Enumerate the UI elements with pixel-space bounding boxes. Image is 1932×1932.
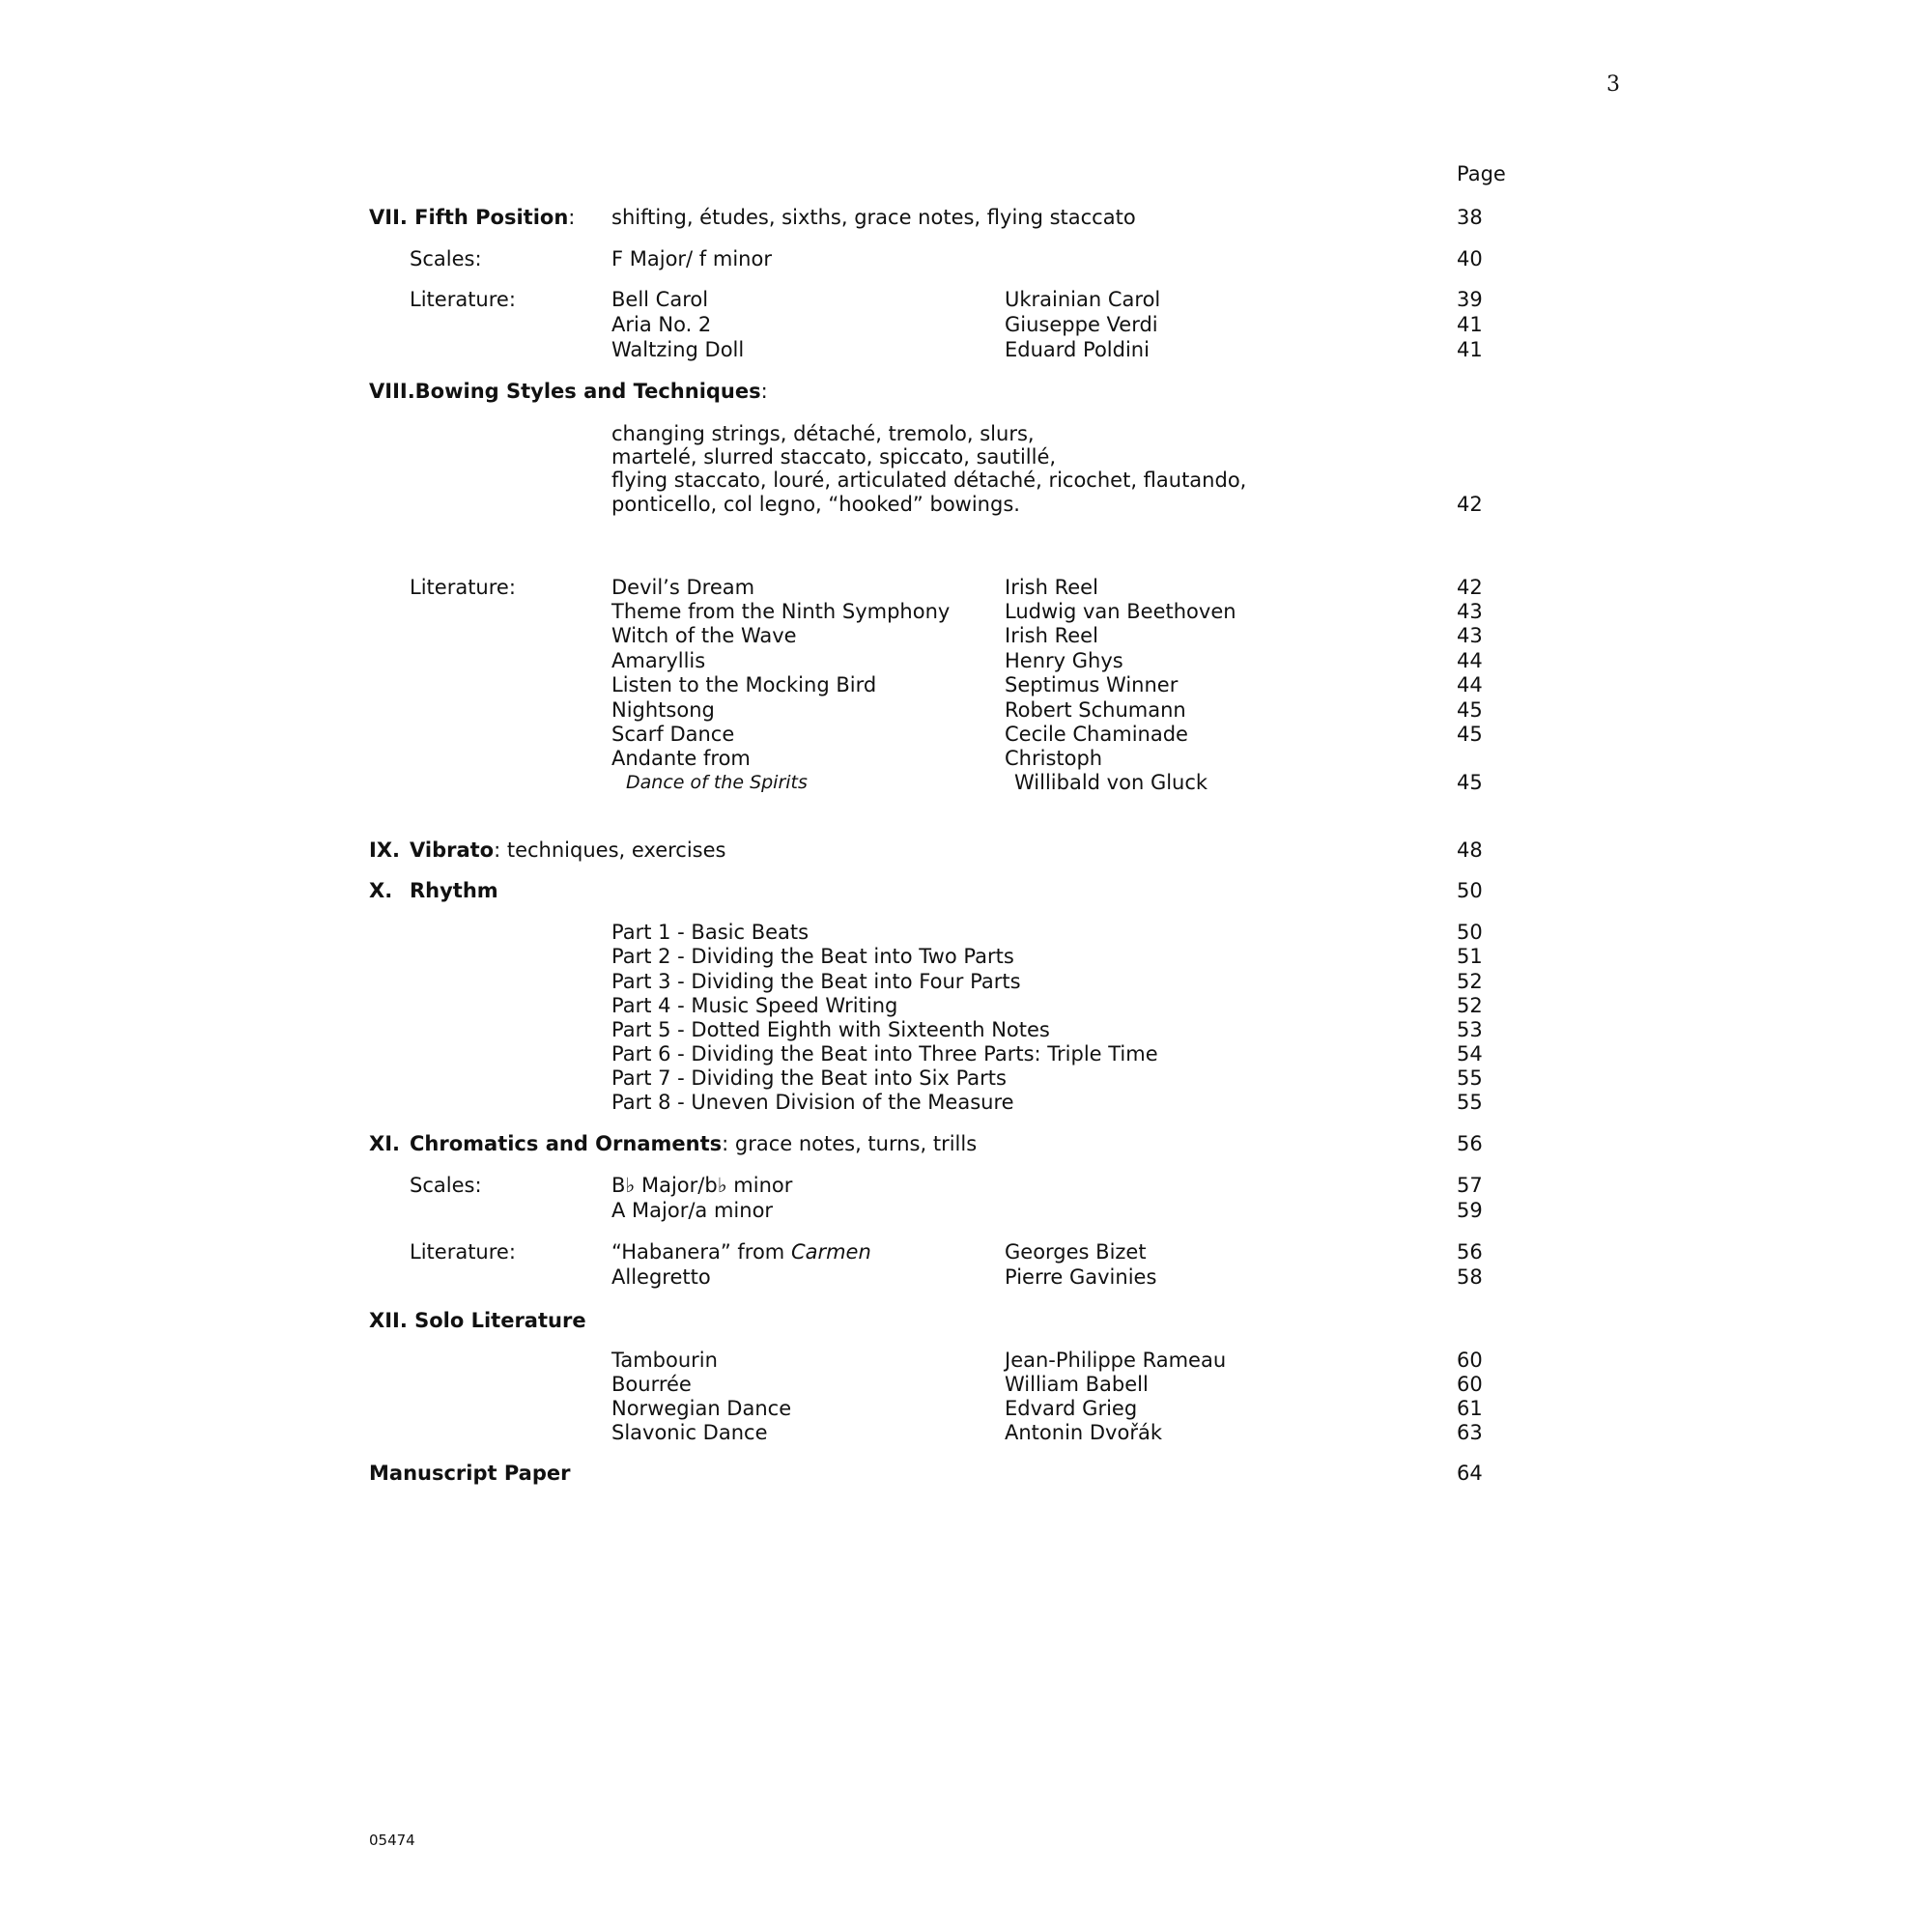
entry-page: 53 — [1457, 1018, 1483, 1041]
section-xi-heading — [0, 1129, 1932, 1158]
section-xi-page: 56 — [1457, 1132, 1483, 1155]
entry-composer: Henry Ghys — [1005, 649, 1123, 672]
section-ix-title: Vibrato: techniques, exercises — [410, 838, 726, 862]
entry-composer: Robert Schumann — [1005, 698, 1186, 722]
entry-composer: Septimus Winner — [1005, 673, 1179, 696]
section-vii-scales — [0, 244, 1932, 273]
entry-page: 43 — [1457, 624, 1483, 647]
section-viii-title: VIII.Bowing Styles and Techniques: — [369, 380, 768, 403]
section-x-page: 50 — [1457, 879, 1483, 902]
description-text: flying staccato, louré, articulated détaché, ricochet, flautando, — [611, 469, 1247, 492]
entry-title: Norwegian Dance — [611, 1397, 792, 1420]
entry-page: 60 — [1457, 1349, 1483, 1372]
scale-title: A Major/a minor — [611, 1199, 774, 1222]
toc-entry — [0, 1263, 1932, 1292]
scale-page: 59 — [1457, 1199, 1483, 1222]
entry-page: 43 — [1457, 600, 1483, 623]
entry-title: Part 8 - Uneven Division of the Measure — [611, 1091, 1014, 1114]
section-viii-heading — [0, 377, 1932, 406]
entry-page: 50 — [1457, 921, 1483, 944]
entry-title: Theme from the Ninth Symphony — [611, 600, 951, 623]
entry-title: Dance of the Spirits — [626, 772, 808, 793]
entry-title: Part 2 - Dividing the Beat into Two Parts — [611, 945, 1014, 968]
entry-composer: William Babell — [1005, 1373, 1149, 1396]
entry-composer: Irish Reel — [1005, 576, 1098, 599]
description-text: ponticello, col legno, “hooked” bowings. — [611, 493, 1020, 516]
entry-page: 56 — [1457, 1240, 1483, 1264]
literature-label: Literature: — [410, 576, 516, 599]
entry-title: Part 6 - Dividing the Beat into Three Parts: Triple Time — [611, 1042, 1158, 1065]
entry-page: 54 — [1457, 1042, 1483, 1065]
scale-title: F Major/ f minor — [611, 247, 772, 270]
entry-title: Nightsong — [611, 698, 715, 722]
manuscript-heading — [0, 1459, 1932, 1488]
section-vii-heading — [0, 203, 1932, 232]
entry-title: Part 5 - Dotted Eighth with Sixteenth Notes — [611, 1018, 1050, 1041]
entry-page: 41 — [1457, 338, 1483, 361]
entry-page: 52 — [1457, 994, 1483, 1017]
section-x-heading — [0, 876, 1932, 905]
toc-entry — [0, 1088, 1932, 1117]
entry-page: 52 — [1457, 970, 1483, 993]
manuscript-page: 64 — [1457, 1462, 1483, 1485]
scales-label: Scales: — [410, 1174, 482, 1197]
entry-title: Tambourin — [611, 1349, 718, 1372]
entry-page: 55 — [1457, 1066, 1483, 1090]
entry-composer: Antonin Dvořák — [1005, 1421, 1162, 1444]
entry-title: Aria No. 2 — [611, 313, 712, 336]
manuscript-title: Manuscript Paper — [369, 1462, 571, 1485]
entry-title: Amaryllis — [611, 649, 706, 672]
entry-page: 44 — [1457, 649, 1483, 672]
entry-title: Witch of the Wave — [611, 624, 797, 647]
entry-page: 45 — [1457, 723, 1483, 746]
entry-composer: Giuseppe Verdi — [1005, 313, 1158, 336]
entry-title: Part 7 - Dividing the Beat into Six Parts — [611, 1066, 1007, 1090]
entry-title: Andante from — [611, 747, 751, 770]
page-number: 3 — [1606, 72, 1620, 97]
entry-title: Part 4 - Music Speed Writing — [611, 994, 898, 1017]
toc-entry — [0, 768, 1932, 797]
literature-label: Literature: — [410, 288, 516, 311]
section-xii-heading — [0, 1306, 1932, 1335]
scale-title: B♭ Major/b♭ minor — [611, 1174, 793, 1197]
entry-page: 55 — [1457, 1091, 1483, 1114]
entry-page: 60 — [1457, 1373, 1483, 1396]
entry-composer: Ukrainian Carol — [1005, 288, 1161, 311]
entry-composer: Georges Bizet — [1005, 1240, 1147, 1264]
entry-title: Allegretto — [611, 1265, 711, 1289]
entry-page: 58 — [1457, 1265, 1483, 1289]
entry-page: 45 — [1457, 698, 1483, 722]
entry-page: 61 — [1457, 1397, 1483, 1420]
toc-entry — [0, 1196, 1932, 1225]
scale-page: 57 — [1457, 1174, 1483, 1197]
catalog-number: 05474 — [369, 1832, 415, 1849]
toc-entry — [0, 335, 1932, 364]
section-ix-page: 48 — [1457, 838, 1483, 862]
section-vii-description: shifting, études, sixths, grace notes, flying staccato — [611, 206, 1136, 229]
entry-title: Scarf Dance — [611, 723, 735, 746]
section-xii-title: XII. Solo Literature — [369, 1309, 586, 1332]
section-x-title: Rhythm — [410, 879, 498, 902]
entry-page: 42 — [1457, 576, 1483, 599]
description-text: martelé, slurred staccato, spiccato, sautillé, — [611, 445, 1057, 469]
section-ix-roman: IX. — [369, 838, 400, 862]
entry-title: Slavonic Dance — [611, 1421, 768, 1444]
section-xi-title: Chromatics and Ornaments: grace notes, turns, trills — [410, 1132, 978, 1155]
entry-composer: Willibald von Gluck — [1014, 771, 1208, 794]
literature-label: Literature: — [410, 1240, 516, 1264]
entry-composer: Pierre Gavinies — [1005, 1265, 1157, 1289]
section-viii-page: 42 — [1457, 493, 1483, 516]
description-text: changing strings, détaché, tremolo, slurs, — [611, 422, 1035, 445]
section-viii-description-line — [0, 490, 1932, 519]
entry-page: 51 — [1457, 945, 1483, 968]
section-ix-heading — [0, 836, 1932, 865]
entry-composer: Cecile Chaminade — [1005, 723, 1188, 746]
entry-composer: Eduard Poldini — [1005, 338, 1150, 361]
entry-page: 44 — [1457, 673, 1483, 696]
entry-page: 39 — [1457, 288, 1483, 311]
entry-title: Bell Carol — [611, 288, 709, 311]
entry-composer: Jean-Philippe Rameau — [1005, 1349, 1227, 1372]
scale-page: 40 — [1457, 247, 1483, 270]
entry-title: Bourrée — [611, 1373, 692, 1396]
entry-title: Part 1 - Basic Beats — [611, 921, 810, 944]
entry-page: 63 — [1457, 1421, 1483, 1444]
section-vii-title: VII. Fifth Position: — [369, 206, 576, 229]
toc-entry — [0, 1418, 1932, 1447]
section-vii-page: 38 — [1457, 206, 1483, 229]
entry-title: Devil’s Dream — [611, 576, 755, 599]
entry-composer: Ludwig van Beethoven — [1005, 600, 1236, 623]
scales-label: Scales: — [410, 247, 482, 270]
entry-composer: Edvard Grieg — [1005, 1397, 1138, 1420]
entry-page: 45 — [1457, 771, 1483, 794]
entry-composer: Christoph — [1005, 747, 1103, 770]
section-xi-roman: XI. — [369, 1132, 400, 1155]
entry-title: Waltzing Doll — [611, 338, 745, 361]
entry-composer: Irish Reel — [1005, 624, 1098, 647]
entry-title: Listen to the Mocking Bird — [611, 673, 877, 696]
entry-page: 41 — [1457, 313, 1483, 336]
entry-title: Part 3 - Dividing the Beat into Four Parts — [611, 970, 1021, 993]
entry-title: “Habanera” from Carmen — [611, 1240, 871, 1264]
section-x-roman: X. — [369, 879, 393, 902]
page-column-header: Page — [1457, 162, 1506, 185]
